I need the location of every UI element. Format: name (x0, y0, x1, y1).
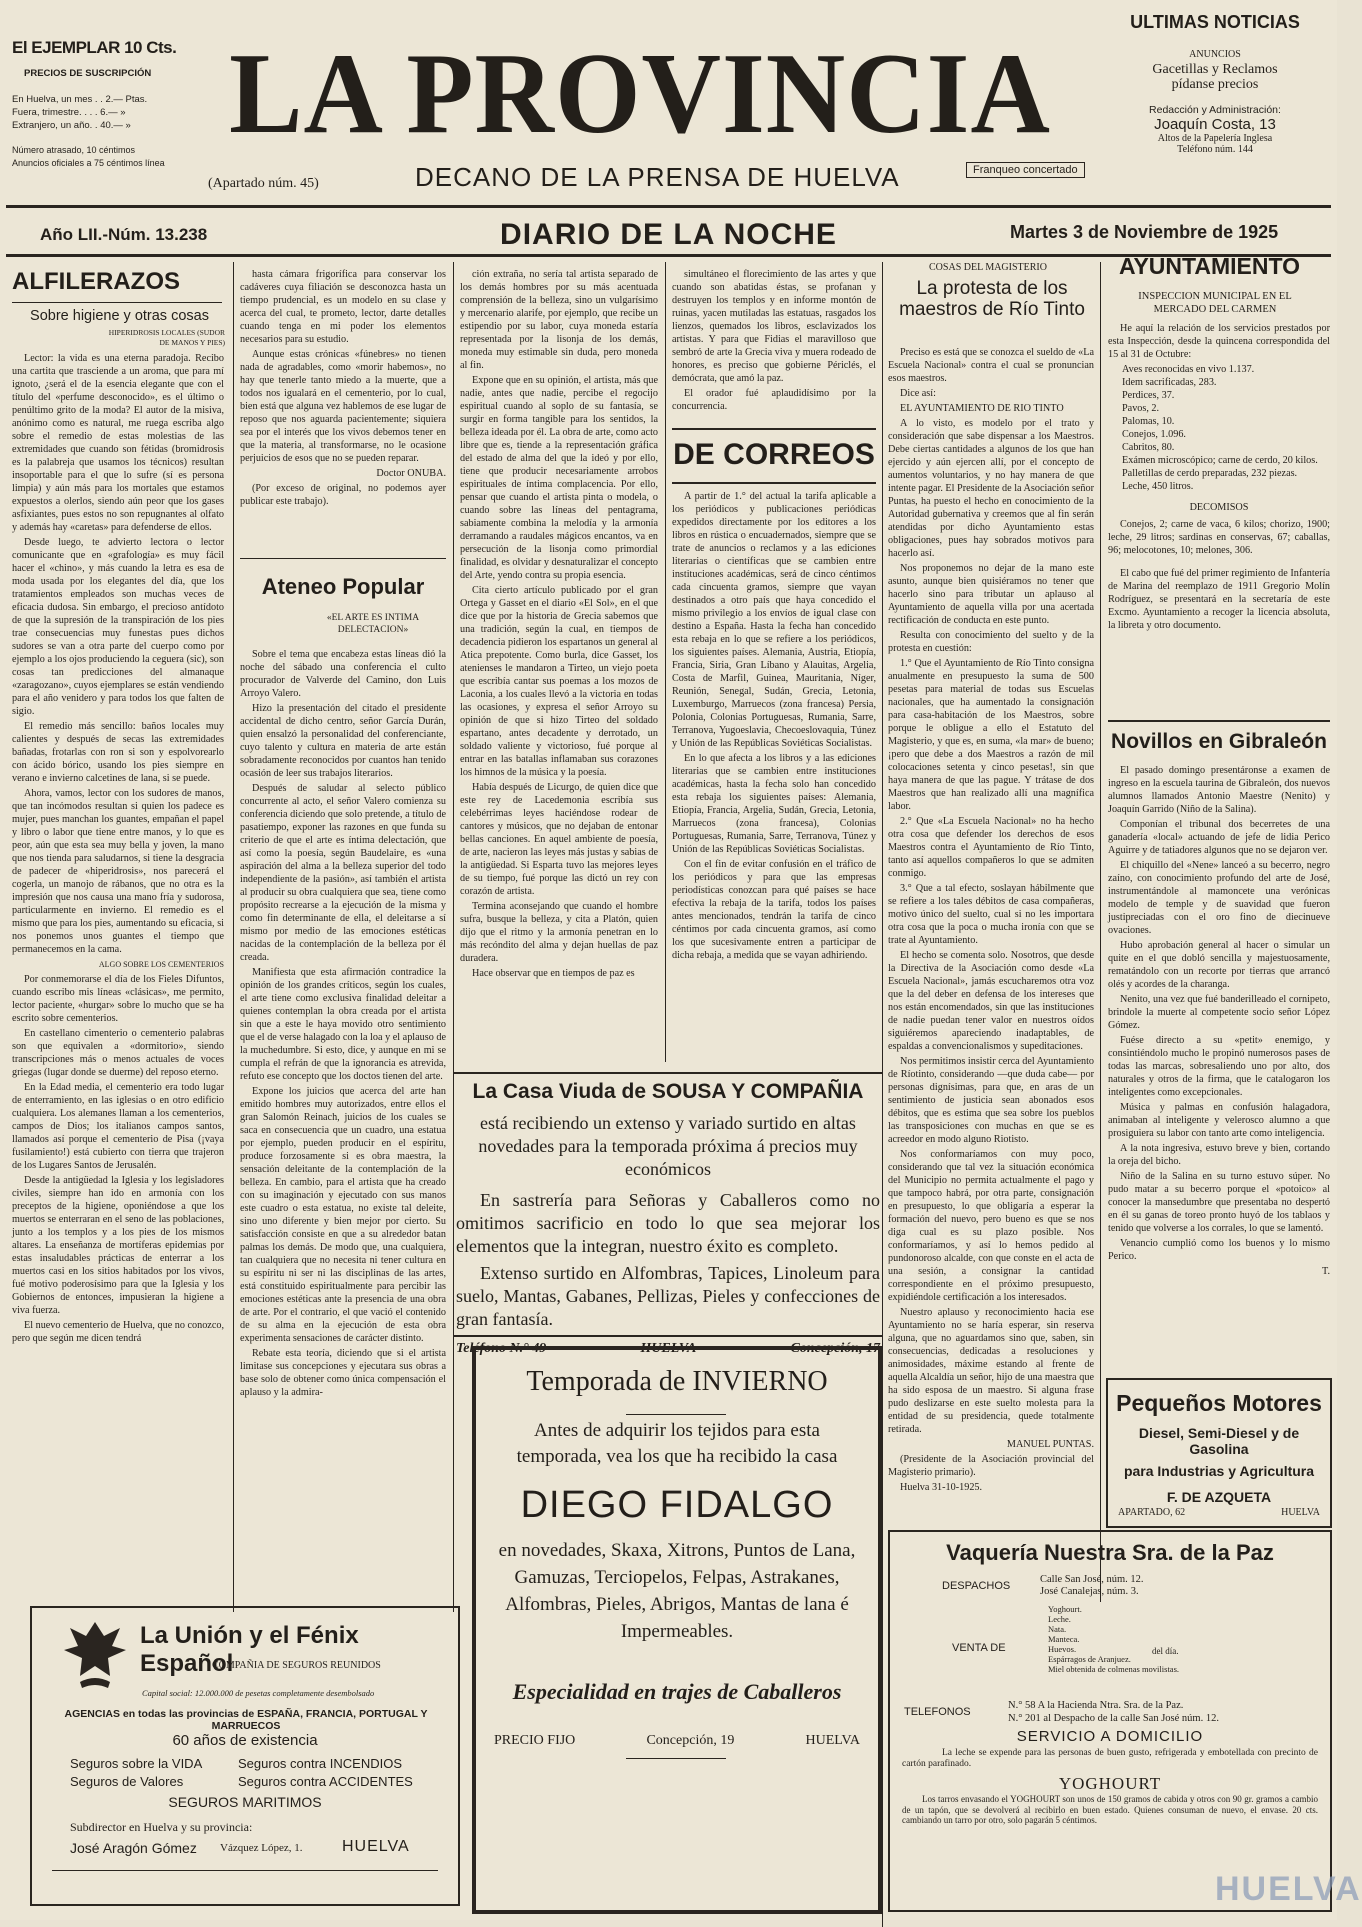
paragraph: 2.° Que «La Escuela Nacional» no ha hecho otra cosa que defender los derechos de esos Maestros contra el Ayuntamiento de Río Tinto, tanto así aquellos compañeros lo que se admiten conmigo. (888, 816, 1094, 879)
paragraph: Conejos, 2; carne de vaca, 6 kilos; chorizo, 1900; leche, 29 litros; sardinas en conservas, 67; caballas, 96; melocotones, 10; melones, 306. (1108, 519, 1330, 556)
union-seguro-d: Seguros contra ACCIDENTES (238, 1774, 413, 1789)
paragraph: En lo que afecta a los libros y a las ediciones literarias que se cambien entre instituciones académicas, hasta la fecha solo han concedido esta rebaja los siguientes países: Alemania, Etiopía, Francia, Argelia, Sudán, Grecia, Letonia, Marruecos (zona francesa), Colonias Portuguesas, Rumania, Sarre, Terranova, Túnez y Unión de las Repúblicas Soviéticas Socialistas. (672, 753, 876, 855)
motores-title: Pequeños Motores (1116, 1390, 1322, 1416)
motores-city: HUELVA (1281, 1507, 1320, 1518)
fidalgo-price: PRECIO FIJO (494, 1733, 576, 1748)
right-ear (1100, 12, 1330, 155)
masthead-subtitle: DECANO DE LA PRENSA DE HUELVA (415, 162, 900, 192)
paragraph: El cabo que fué del primer regimiento de Infantería de Marina del reemplazo de 1911 Gregorio Molín Rodríguez, se presentará en la secretaría de este Excmo. Ayuntamiento a recoger la licencia absoluta, la libreta y otro documento. (1108, 568, 1330, 631)
union-title: La Unión y el Fénix Español (140, 1622, 359, 1677)
product: Nata. (1048, 1624, 1067, 1634)
vaqueria-despachos: DESPACHOS (942, 1580, 1011, 1592)
union-seguro-c: Seguros de Valores (70, 1774, 184, 1789)
sousa-address: Concepción, 17 (790, 1341, 880, 1356)
section-rule (672, 482, 876, 484)
issue-date: Martes 3 de Noviembre de 1925 (1010, 222, 1279, 242)
sousa-title: La Casa Viuda de SOUSA Y COMPAÑIA (472, 1080, 864, 1103)
paragraph: simultáneo el florecimiento de las artes y que cuando son abatidas éstas, se profanan y destruyen los templos y en informe montón de ruinas, yacen mutiladas las estatuas, rasgados los lienzos, quemados los libros, esclavizados los artistas. Y para que Fidias el maravilloso que sembró de arte la Grecia viva y muera rodeado de honores, es preciso que gobierne Périclés, el demócrata, que amó la paz. (672, 269, 876, 384)
ayuntamiento-kicker: INSPECCION MUNICIPAL EN EL MERCADO DEL CARMEN (1138, 291, 1292, 315)
magisterio-body (888, 346, 1094, 1601)
subhead: EL AYUNTAMIENTO DE RIO TINTO (900, 403, 1064, 414)
vaqueria-servicio: SERVICIO A DOMICILIO (1016, 1728, 1204, 1745)
paragraph: A la nota ingresiva, estuvo breve y bien, cortando la oreja del bicho. (1108, 1143, 1330, 1167)
novillos-body (1108, 764, 1330, 1370)
column-rule (665, 262, 666, 1062)
paragraph: Había después de Licurgo, de quien dice que este rey de Lacedemonia escribía sus celebérrimas leyes haciéndose rodear de cantores y músicos, que no dejaban de entonar bellas canciones. En aquel ambiente de poesía, de arte, nacieron las leyes más justas y sabias de la antigüedad. Si Esparta tuvo las mejores leyes de su tiempo, fué porque las dictó un rey con corazón de artista. (460, 782, 658, 897)
list-item: Palletillas de cerdo preparadas, 232 piezas. (1122, 468, 1298, 479)
issue-price: El EJEMPLAR 10 Cts. (12, 38, 177, 57)
issue-number: Año LII.-Núm. 13.238 (40, 225, 208, 244)
alfilerazos-kicker: HIPERIDROSIS LOCALES (SUDOR DE MANOS Y PIES) (108, 328, 225, 347)
subscription-line: En Huelva, un mes . . 2.— Ptas. (12, 94, 148, 105)
fidalgo-ad (472, 1346, 882, 1914)
fidalgo-name: DIEGO FIDALGO (520, 1484, 834, 1526)
paragraph: Con el fin de evitar confusión en el tráfico de los periódicos y para que las empresas periodísticas conozcan para qué países se hace efectiva la rebaja de la tarifa, todos los países antes mencionados, tendrán la tarifa de cinco céntimos por cada cincuenta gramos, así como los que sucesivamente entren a participar de dicha rebaja, a medida que se vayan adhiriendo. (672, 859, 876, 961)
union-fenix-ad (30, 1606, 460, 1906)
fidalgo-city: HUELVA (805, 1733, 860, 1748)
paragraph: hasta cámara frigorífica para conservar los cadáveres cuya filiación se desconozca hasta un tiempo prudencial, es un modelo en su clase y acerca del cual, te prometo, lector, darte detalles cuando tenga en mi poder los elementos necesarios para su estudio. (240, 269, 446, 345)
admin-address: Joaquín Costa, 13 (1154, 116, 1276, 133)
paragraph: Manifiesta que esta afirmación contradice la opinión de los grandes críticos, según los cuales, el arte tiene como exclusiva finalidad deleitar a quienes contemplan la obra creada por el artista sin que a este le haya movido otro sentimiento que el de verse halagado con la loa y el aplauso de la muchedumbre. Si esto, dice, y aunque en mi se cumpla el refrán de que la ignorancia es atrevida, refuto ese concepto que los doctos tienen del arte. (240, 967, 446, 1082)
vaqueria-yoghourt-text: Los tarros envasando el YOGHOURT son unos de 150 gramos de cabida y otros con 90 gr. gramos a cambio de un tapón, que se devolverá al recibirlo en buen estado. Quienes consuman de nuevo, el envase. 20 cts. cambiando un tarro por otro, solo pagarán 5 céntimos. (902, 1794, 1318, 1825)
subscription-heading: PRECIOS DE SUSCRIPCIÓN (24, 68, 152, 79)
union-years: 60 años de existencia (172, 1732, 318, 1749)
ateneo-end (672, 268, 876, 423)
union-subdirector: Subdirector en Huelva y su provincia: (70, 1820, 253, 1834)
subscription-line: Fuera, trimestre. . . . 6.— » (12, 107, 126, 118)
paragraph: 1.° Que el Ayuntamiento de Río Tinto consigna anualmente en presupuesto la suma de 500 pesetas para material de todas sus Escuelas nacionales, que ha aumentado la consignación para casa-habitación de los Maestros, sobre porque le obligue a ello el Estatuto del Magisterio, y que es, en suma, «la mar» de bueno; ¡pero que debe a dos Maestros a razón de mil colocaciones setenta y cinco pesetas!, sin que haya manera de que las pague. Y trátase de dos Maestros que han realizado allí una magnífica labor. (888, 658, 1094, 812)
paragraph: Expone los juicios que acerca del arte han emitido hombres muy autorizados, entre ellos el gran Salomón Reinach, juicios de los cuales se saca en consecuencia que un cuadro, una estatua por ejemplo, pueden producir en el espíritu, produce forzosamente si es obra maestra, la sensación deleitante de la contemplación de la belleza. En cambio, para el artista que ha creado con su imaginación y ejecutado con sus manos este cuadro o esta estatua, no existe tal deleite, sino uno diferente y bien mejor por cierto. Su satisfacción consiste en que a su alrededor batan palmas los demás. De modo que, una cualquiera, tan cualquiera que no necesita ni tener cultura en su espíritu ni ser ni las disciplinas de las artes, está constituido espiritualmente para percibir las emociones estéticas ante la presencia de una obra de arte. Por el contrario, el que vació el contenido de su alma en la ejecución de esta obra experimenta sensaciones de carácter distinto. (240, 1086, 446, 1344)
paragraph: Niño de la Salina en su turno estuvo súper. No pudo matar a su becerro porque el «potoico» al conocer la mansedumbre que presentaba no despertó en él su ganas de toreo pronto huyó de los tablaos y tenido que volverse a los corrales, lo que se lamentó. (1108, 1171, 1330, 1234)
subhead: ALGO SOBRE LOS CEMENTERIOS (98, 960, 224, 969)
sousa-phone: Teléfono N.° 49 (456, 1341, 547, 1356)
list-item: Pavos, 2. (1122, 403, 1160, 414)
section-rule (1108, 720, 1330, 722)
vaqueria-tel-1: N.° 58 A la Hacienda Ntra. Sra. de la Paz. (1008, 1700, 1184, 1711)
vaqueria-despacho-1: Calle San José, núm. 12. (1040, 1574, 1144, 1585)
union-seguro-e: SEGUROS MARITIMOS (168, 1794, 322, 1810)
masthead-title: LA PROVINCIA (229, 28, 1051, 158)
sousa-ad (456, 1080, 880, 1357)
fidalgo-title: Temporada de INVIERNO (526, 1366, 828, 1397)
paragraph: Después de saludar al selecto público concurrente al acto, el señor Valero comienza su conferencia diciendo que solo pretende, a título de pasatiempo, exponer las razones en que funda su criterio de que el arte es íntima delectación, que así como la poesía, según Baudelaire, es «una aspiración del alma a la belleza superior del todo independiente de la pasión», así también el artista al producir su obra cualquiera que sea, tiene como propósito recrearse a la ejecución de la misma y como fin determinante de ella, el deleitarse a sí mismo por medio de las emociones estéticas nacidas de la contemplación de la belleza por él creada. (240, 783, 446, 963)
motores-name: F. DE AZQUETA (1166, 1489, 1272, 1505)
section-rule (672, 428, 876, 430)
sousa-line-2: En sastrería para Señoras y Caballeros como no omitimos sacrificio en todo lo que sea mejorar los elementos que la integran, nuestro éxito es completo. (456, 1190, 880, 1256)
paragraph: El chiquillo del «Nene» lanceó a su becerro, negro zaíno, con conocimiento profundo del arte de José, instrumentándole al mamoncete una verónicas modelo de temple y de suavidad que fueron justipreciadas con el oro fino de diecinueve ovaciones. (1108, 860, 1330, 936)
ads-price: Anuncios oficiales a 75 céntimos línea (12, 158, 165, 168)
alfilerazos-body (12, 352, 224, 1538)
signature: T. (1321, 1266, 1330, 1277)
paragraph: Componían el tribunal dos becerretes de una ganadería «local» actuando de jefe de lidia Perico Aguirre y de tatiadores algunos que no se dejaron ver. (1108, 819, 1330, 856)
union-seguro-a: Seguros sobre la VIDA (70, 1756, 203, 1771)
alfilerazos-subtitle: Sobre higiene y otras cosas (30, 308, 209, 324)
product: Huevos. (1048, 1644, 1077, 1654)
paragraph: El pasado domingo presentáronse a examen de ingreso en la escuela taurina de Gibraleón, dos nuevos alumnos llamados Antonio Maestre (Nenito) y Joaquín Garrido (Niño de la Salina). (1108, 765, 1330, 815)
signature: MANUEL PUNTAS. (1006, 1439, 1094, 1450)
signature-role: (Presidente de la Asociación provincial del Magisterio primario). (888, 1454, 1094, 1478)
ads-line: ANUNCIOS (1189, 49, 1241, 60)
paragraph: 3.° Que a tal efecto, soslayan hábilmente que se refiere a los tales débitos de casa compañeras, motivo único del suelto, cual si no les importara otra cosa que la poca o mucha ironía con que se trate al Ayuntamiento. (888, 883, 1094, 946)
list-item: Cabritos, 80. (1122, 442, 1175, 453)
back-issue-price: Número atrasado, 10 céntimos (12, 145, 136, 155)
list-item: Leche, 450 litros. (1122, 481, 1194, 492)
paragraph: Dice así: (900, 388, 936, 399)
alfilerazos-title: ALFILERAZOS (12, 268, 180, 295)
subscription-list (12, 93, 192, 132)
magisterio-kicker: COSAS DEL MAGISTERIO (929, 262, 1047, 273)
byline: Doctor ONUBA. (376, 468, 446, 479)
correos-body (672, 490, 876, 1060)
franqueo-box: Franqueo concertado (966, 162, 1085, 178)
product: Miel obtenida de colmenas movilistas. (1048, 1664, 1180, 1674)
ateneo-title: Ateneo Popular (261, 574, 425, 599)
ayuntamiento-body (1108, 322, 1330, 752)
paragraph: Música y palmas en confusión halagadora, animaban al inteligente y velerosco alumno a que prosiguiera su labor con tanto arte como inteligencia. (1108, 1102, 1330, 1139)
sousa-city: HUELVA (640, 1341, 697, 1356)
ad-rule (453, 1335, 883, 1337)
paragraph: ción extraña, no sería tal artista separado de los demás hombres por su más acentuada comprensión de la belleza, sino un vulgarísimo y mercenario alarife, por ejemplo, que recibe un estipendio por su labor, cuya moneda estaría representada por la lisonja de los demás, moneda muy estimable sin duda, pero moneda al fin. (460, 269, 658, 371)
place-date: Huelva 31-10-1925. (900, 1482, 983, 1493)
ad-rule (453, 1072, 883, 1074)
vaqueria-ad (888, 1530, 1332, 1912)
paragraph: Desde luego, te advierto lectora o lector comunicante que en «grafología» es muy fácil hacer el «chino», y más cuando la letra es esa de moda usada por los elegantes del día, que los tratamientos empleados son muchas veces de eficacia dudosa. Sin embargo, el precioso antídoto de que la supresión de la transpiración de los pies trae consecuencias muy funestas pues dichos sudores se van a otra parte del cuerpo como por ejemplo a los ojos produciendo la ceguera (sic), son cosas tan predicciones del almanaque «zaragozano», cuyos ejemplares se están vendiendo para el año venidero y para todos los que falten de sigio. (12, 537, 224, 717)
alfilerazos-continued (240, 268, 446, 568)
paragraph: Hace observar que en tiempos de paz es (472, 968, 635, 979)
paragraph: Nos permitimos insistir cerca del Ayuntamiento de Ríotinto, considerando —que duda cabe— por personas dignísimas, para que, en aras de un sentimiento de justicia sean abonados esos débitos, que es estima que sea sobre los pueblos las transposiciones con muchas en que se es acreedor en modo alguno Riotisto. (888, 1056, 1095, 1145)
paragraph: El hecho se comenta solo. Nosotros, que desde la Directiva de la Asociación como desde «La Escuela Nacional», jamás escucharemos otra voz que la del deber en defensa de los intereses que nos están encomendados, sin que las instituciones de nadie puedan tener valor en nuestros oídos siguiéremos apareciendo inadaptables, de espaldas a convencionalismos y supeditaciones. (888, 950, 1094, 1052)
paragraph: Venancio cumplió como los buenos y lo mismo Perico. (1108, 1238, 1330, 1262)
paragraph: Resulta con conocimiento del suelto y de la protesta en cuestión: (888, 630, 1094, 654)
list-item: Idem sacrificadas, 283. (1122, 377, 1217, 388)
union-address: Vázquez López, 1. (220, 1842, 303, 1854)
paragraph: Nos conformaríamos con muy poco, considerando que tal vez la situación económica del Municipio no permita actualmente el pago y que tampoco habrá, por otra parte, consignación en presupuesto, lo que obligaría a esperar la formación del nuevo, pero bueno es que se nos diga cual es su plazo posible. Nos conformaríamos, y así lo hemos pedido al pundonoroso alcalde, con que conste en el acta de una sesión, a consignar la cantidad correspondiente en el próximo presupuesto, expidiéndole certificación a los interesados. (888, 1149, 1094, 1303)
phoenix-logo-icon (60, 1616, 130, 1690)
subscription-line: Extranjero, un año. . 40.— » (12, 120, 131, 131)
ads-line: Gacetillas y Reclamos (1152, 62, 1278, 77)
ateneo-kicker: «EL ARTE ES INTIMA DELECTACION» (326, 613, 420, 635)
paragraph: Sobre el tema que encabeza estas líneas dió la noche del sábado una conferencia el culto procurador de Valverde del Camino, don Luis Arroyo Valero. (240, 649, 446, 699)
paragraph: El orador fué aplaudidísimo por la concurrencia. (672, 388, 876, 412)
column-rule (453, 262, 454, 1612)
paragraph: Hubo aprobación general al hacer o simular un quite en el que dobló sencilla y majestuosamente, rematándolo con un recorte por tierras que arrancó olés y acordes de la charanga. (1108, 940, 1330, 990)
paragraph: El remedio más sencillo: baños locales muy calientes y después de secas las extremidades bañadas, frotarlas con ron si son y espolvorearlo con ácido bórico, usando los pies siempre en verano e invierno calcetines de lana, si se puede. (12, 721, 224, 784)
vaqueria-tel-2: N.° 201 al Despacho de la calle San José núm. 12. (1008, 1713, 1219, 1724)
motores-line: para Industrias y Agricultura (1123, 1463, 1315, 1479)
union-subtitle: COMPAÑIA DE SEGUROS REUNIDOS (212, 1660, 381, 1671)
column-rule (1100, 262, 1101, 1602)
apartado: (Apartado núm. 45) (208, 176, 319, 191)
paragraph: A lo visto, es modelo por el trato y consideración que sabe dispensar a los Maestros. Debe ciertas cantidades a algunos de los que han ejercido y aún ejercen allí, por el concepto de aumentos voluntarios, y no hay manera de que intente pagar. El Presidente de la Asociación señor Puntas, ha puesto el hecho en conocimiento de la Autoridad gubernativa y creemos que al fin serán atendidas por dicho Ayuntamiento estas obligaciones, pues hay sobrados motivos para hacerlo así. (888, 418, 1094, 559)
ad-inner-rule (626, 1414, 726, 1415)
sousa-line-1: está recibiendo un extenso y variado surtido en altas novedades para la temporada próxima á precios muy económicos (478, 1113, 858, 1179)
diario-de-la-noche: DIARIO DE LA NOCHE (500, 218, 837, 251)
paragraph: Aunque estas crónicas «fúnebres» no tienen nada de agradables, como «morir habemos», no hay que tenerle tanto miedo a la muerte, que a todos nos igualará en el cementerio, por lo cual, bien está que alguna vez hablemos de ese lugar de reposo que nos aguarda pacientemente; siquiera sea por el interés que los vivos debemos tener en que la materia, al transformarse, no le ocasione perjuicios de esos que no se pueden reparar. (240, 349, 446, 464)
motores-apartado: APARTADO, 62 (1118, 1507, 1186, 1518)
paragraph: Hizo la presentación del citado el presidente accidental de dicho centro, señor García Durán, quien ensalzó la personalidad del conferenciante, cuyo talento y cultura en materia de arte están sobradamente reconocidos por cuantos han tenido ocasión de leer sus trabajos literarios. (240, 703, 446, 779)
vaqueria-venta: VENTA DE (952, 1642, 1006, 1654)
paragraph: En castellano cimenterio o cementerio palabras son que equivalen a «dormitorio», siendo transcripciones más o menos actuales de voces griegas (lugar donde se duerme) del reposo eterno. (12, 1028, 224, 1078)
union-agent: José Aragón Gómez (70, 1840, 197, 1856)
latest-news-heading: ULTIMAS NOTICIAS (1130, 12, 1300, 32)
paragraph: En la Edad media, el cementerio era todo lugar de enterramiento, en las iglesias o en otro edificio cualquiera. Los alemanes llaman a los cementerios, campos de Dios; los italianos campos santos, llamados así porque el cementerio de Pisa (¡vaya fusilamiento!) está cubierto con tierra que trajeron de los Lugares Santos de Jerusalén. (12, 1082, 224, 1171)
vaqueria-deldia: del día. (1152, 1646, 1179, 1656)
section-rule (240, 558, 446, 559)
paragraph: Preciso es está que se conozca el sueldo de «La Escuela Nacional» contra el cual se pronuncian esos maestros. (888, 347, 1094, 384)
paragraph: Desde la antigüedad la Iglesia y los legisladores civiles, siempre han ido en armonía con los preceptos de la higiene, oponiéndose a que los muertos se enterraran en el seno de las poblaciones, junto a los templos y a los pies de los mismos altares. La enseñanza de mortíferas epidemias por estas insaludables prácticas de enterrar a los muertos casi en los sitios habitados por los vivos, fué motivo poderosísimo para que la Iglesia y los Gobiernos de entonces, impusieran la higiene a viva fuerza. (12, 1175, 224, 1316)
sousa-line-3: Extenso surtido en Alfombras, Tapices, Linoleum para suelo, Mantas, Gabanes, Pellizas, Pieles y confecciones de gran fantasía. (456, 1263, 880, 1329)
decomisos-title: DECOMISOS (1189, 502, 1249, 513)
masthead-rule-top (6, 205, 1331, 208)
union-city: HUELVA (342, 1838, 410, 1855)
paragraph: Nenito, una vez que fué banderilleado el cornipeto, brindole la muerte al competente socio señor López Gómez. (1108, 994, 1330, 1031)
list-item: Aves reconocidas en vivo 1.137. (1122, 364, 1255, 375)
vaqueria-products (1048, 1604, 1179, 1674)
fidalgo-line-2: en novedades, Skaxa, Xitrons, Puntos de Lana, Gamuzas, Terciopelos, Felpas, Astrakanes, Alfombras, Pieles, Abrigos, Mantas de lana é Impermeables. (498, 1540, 856, 1642)
product: Yoghourt. (1048, 1604, 1082, 1614)
novillos-title: Novillos en Gibraleón (1111, 730, 1327, 753)
fidalgo-special: Especialidad en trajes de Caballeros (512, 1679, 842, 1704)
paragraph: Nuestro aplauso y reconocimiento hacia ese Ayuntamiento no se haría esperar, sin reserva alguna, que no aguardamos sino que, saben, sin consecuencias, dedicadas a resoluciones y animosidades, máxime estando al frente de aquella Alcaldía un señor, hijo de una maestra que ha sido esposa de un maestro. Si alguna frase pudo deslizarse en este suelto molesta para la entidad de su presidencia, quede totalmente retirada. (888, 1307, 1094, 1435)
paragraph: Rebate esta teoría, diciendo que si el artista limitase sus concepciones y ejecutara sus obras a base solo de obtener como única compensación el aplauso y la admira- (240, 1348, 446, 1398)
vaqueria-telefonos: TELEFONOS (904, 1706, 971, 1718)
list-item: Exámen microscópico; carne de cerdo, 20 kilos. (1122, 455, 1318, 466)
product: Espárragos de Aranjuez. (1048, 1654, 1131, 1664)
product: Leche. (1048, 1614, 1071, 1624)
ateneo-continued (460, 268, 658, 1060)
list-item: Palomas, 10. (1122, 416, 1175, 427)
paragraph: Termina aconsejando que cuando el hombre sufra, busque la belleza, y cita a Platón, quien dijo que el ritmo y la armonía penetran en lo más recóndito del alma y dejan huellas de paz duradera. (460, 901, 658, 964)
vaqueria-yoghourt: YOGHOURT (1058, 1774, 1162, 1793)
paragraph: Por conmemorarse el día de los Fieles Difuntos, cuando escribo mis líneas «clásicas», me permito, lector paciente, «hurgar» sobre lo mucho que se ha escrito sobre cementerios. (12, 974, 224, 1024)
paragraph: Nos proponemos no dejar de la mano este asunto, aunque bien quisiéramos no tener que hacerlo sino para tributar un aplauso al Ayuntamiento de aquella villa por una acertada rectificación de conducta en este punto. (888, 563, 1094, 626)
admin-label: Redacción y Administración: (1149, 104, 1281, 116)
paragraph: El nuevo cementerio de Huelva, que no conozco, pero que según me dicen tendrá (12, 1320, 224, 1344)
ads-line: pídanse precios (1171, 77, 1259, 92)
column-rule (882, 262, 883, 1927)
admin-extra: Altos de la Papelería Inglesa (1157, 133, 1273, 144)
vaqueria-despacho-2: José Canalejas, núm. 3. (1040, 1586, 1139, 1597)
product: Manteca. (1048, 1634, 1080, 1644)
paragraph: Lector: la vida es una eterna paradoja. Recibo una cartita que trasciende a un aroma, que para mí ignoto, ¿será el de la esencia elegante que con el título del «perfume desconocido», es el último o penúltimo grito de la moda? El autor de la misiva, anónimo como es natural, me ruega escriba algo sobre el remedio de estas molestias de las extremidades que cuando son fétidas (bromidrosis es la palabreja que usamos los técnicos) resultan insoportable para el que lo sufre (sí es persona limpia) y aún más para los mortales que estamos expuestos a olerlos, siendo aún peor que los gases asfixiantes, pues estos no son repugnantes al olfato y además hay «caretas» para defenderse de ellos. (12, 353, 224, 533)
ad-inner-rule (626, 1758, 726, 1759)
union-seguro-b: Seguros contra INCENDIOS (238, 1756, 403, 1771)
paragraph: Fuése directo a su «petit» enemigo, y consintiéndolo mucho le propinó numerosos pases de todas las marcas, sobresaliendo uno por alto, dos naturales y otros de la firma, que le catalogaron los inteligentes como excepcionales. (1108, 1035, 1330, 1098)
section-rule (12, 302, 222, 303)
paragraph: Expone que en su opinión, el artista, más que nadie, antes que nadie, percibe el regocijo espiritual cuando al soplo de su fantasía, se surgir en forma tangible para los sentidos, la belleza ideada por él. La obra de arte, como acto libre que es, tiende a la representación gráfica del estado de alma del que la ideó y por ello, tiene que producir necesariamente arrobos espirituales de íntima complacencia. Por ello, pensar que cuando el artista pinta o modela, o cuando sobre las líneas del pentagrama, sabiamente combina la melodía y la armonía derramando a raudales mágicos encantos, va en persecución de la lisonja como primordial finalidad, es olvidar y desnaturalizar el concepto del Arte, yendo contra su propia esencia. (460, 375, 658, 581)
ad-inner-rule (52, 1870, 438, 1871)
list-item: Conejos, 1.096. (1122, 429, 1186, 440)
union-agencias: AGENCIAS en todas las provincias de ESPAÑA, FRANCIA, PORTUGAL Y MARRUECOS (64, 1708, 428, 1732)
motores-ad (1106, 1378, 1332, 1528)
column-rule (233, 262, 234, 1612)
union-capital: Capital social: 12.000.000 de pesetas completamente desembolsado (142, 1688, 375, 1698)
vaqueria-leche: La leche se expende para las personas de buen gusto, refrigerada y embotellada con precinto de cartón parafinado. (902, 1748, 1318, 1769)
magisterio-title: La protesta de los maestros de Río Tinto (899, 278, 1085, 320)
note: (Por exceso de original, no podemos ayer publicar este trabajo). (240, 483, 446, 507)
paragraph: He aquí la relación de los servicios prestados por esta Inspección, desde la quincena correspondida del 15 al 31 de Octubre: (1108, 323, 1330, 360)
fidalgo-address: Concepción, 19 (646, 1733, 735, 1748)
paragraph: Ahora, vamos, lector con los sudores de manos, que tan incómodos resultan si quien los padece es mujer, pues manchan los guantes, empañan el papel y libro o labor que tiene entre manos, y lo que es peor, aún que esta sea muy bella y joven, la mano que nos tienda para saludarnos, si tiene la desgracia de padecer de «hiperidrosis», nos parecerá el cogerla, un manojo de rábanos, que no otra es la impresión que nos causa una mano fría y sudorosa, particularmente en invierno. El remedio es el mismo que para los pies, aumentando su eficacia, si nos ponemos unos guantes el tiempo que permanecemos en la cama. (12, 788, 224, 955)
left-ear (12, 38, 192, 170)
vaqueria-title: Vaquería Nuestra Sra. de la Paz (946, 1540, 1274, 1565)
paragraph: A partir de 1.° del actual la tarifa aplicable a los periódicos y publicaciones periódicas expedidos directamente por los editores a los libros en rústica o encuadernados, siempre que se trate de anuncios o reclamos y a las ediciones literarias o científicas que se cambien entre instituciones académicas, será de cinco céntimos cada cincuenta gramos, siempre que vayan destinados a otro país que haya concedido el mismo privilegio a los envíos de igual clase con destino a España. Hasta la fecha han concedido esta rebaja en lo que se refiere a los periódicos, los siguientes países. Alemania, Austria, Etiopía, Francia, Siria, Gran Líbano y Alauitas, Argelia, Costa de Marfil, Guinea, Mauritania, Níger, Reunión, Senegal, Sudán, Grecia, Letonia, Luxemburgo, Marruecos (zona francesa) Persia, Polonia, Colonias Portuguesas, Rumania, Sarre, Terranova, Yugoeslavia, Checoeslovaquia, Túnez y Unión de las Repúblicas Soviéticas Socialistas. (672, 491, 876, 749)
list-item: Perdices, 37. (1122, 390, 1175, 401)
fidalgo-line-1: Antes de adquirir los tejidos para esta temporada, vea los que ha recibido la casa (516, 1420, 838, 1467)
correos-title: DE CORREOS (673, 438, 875, 471)
ayuntamiento-title: AYUNTAMIENTO (1118, 253, 1301, 279)
admin-phone: Teléfono núm. 144 (1177, 144, 1253, 155)
paragraph: Cita cierto artículo publicado por el gran Ortega y Gasset en el diario «El Sol», en el que dice que por la historia de Grecia sabemos que una tradición, según la cual, en tiempos de decadencia pidieron los espartanos un general al Atica prepotente. Como burla, dice Gasset, los atenienses le mandaron a Tirteo, un viejo poeta que escribía cantar sus poemas a los mozos de Laconia, a los cuales llevó a la victoria en todas las ocasiones, y expresa el señor Arroyo su opinión de que si hizo Tirteo del soldado espartano, antes decadente y derrotado, un soldado valiente y victorioso, fué porque al entrar en las batallas inflamaban sus corazones los himnos de la música y la poesía. (460, 585, 658, 778)
motores-line: Diesel, Semi-Diesel y de Gasolina (1138, 1425, 1300, 1457)
ateneo-body (240, 648, 446, 1610)
watermark: HUELVA (1215, 1870, 1362, 1908)
